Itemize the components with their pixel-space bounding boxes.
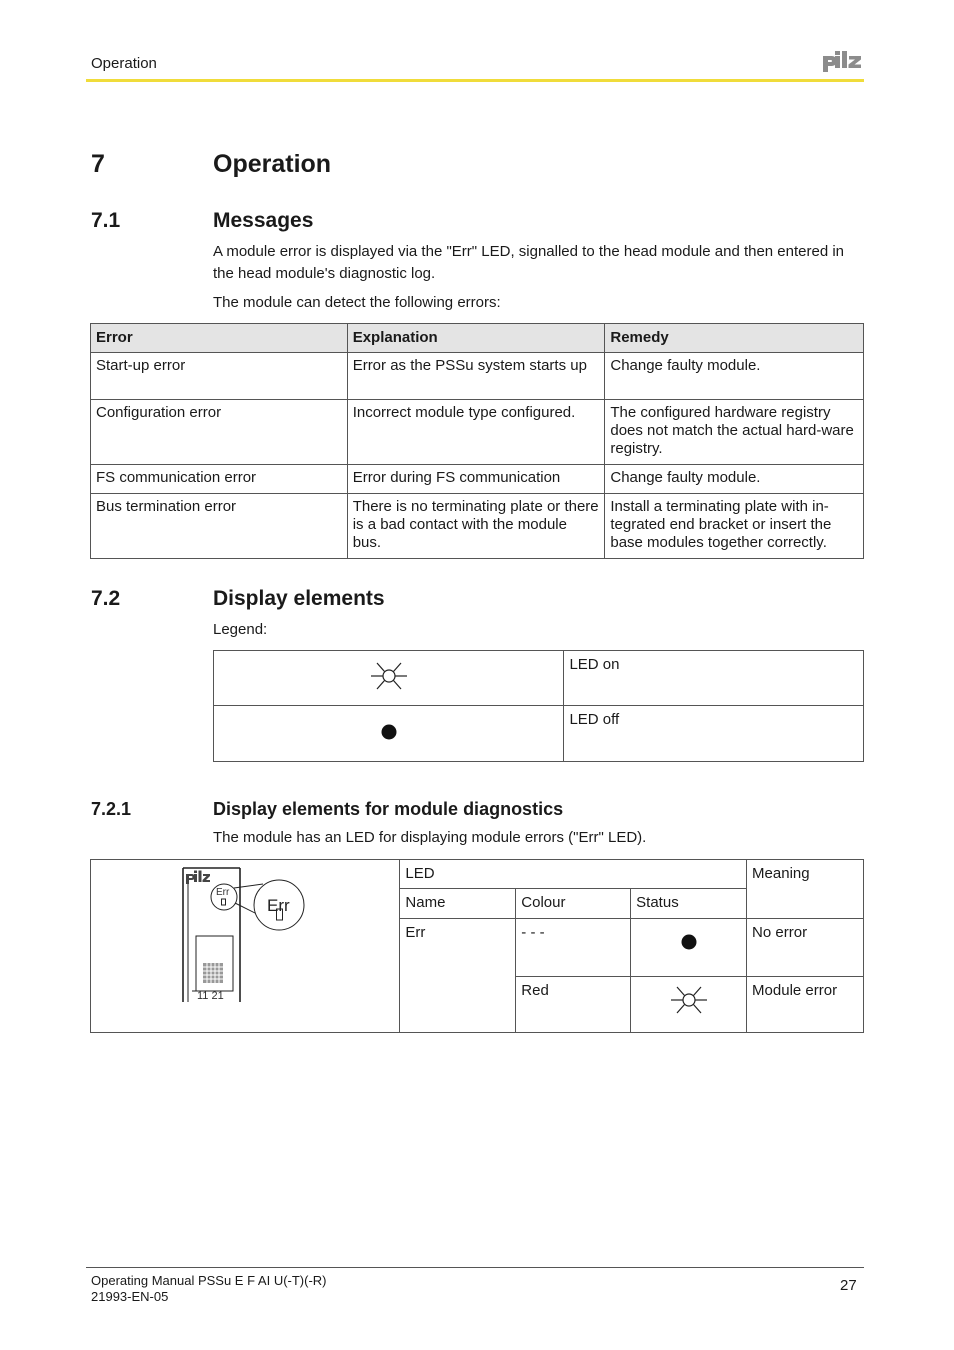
messages-paragraph: A module error is displayed via the "Err" LED, signalled to the head module and then entered in the head module's diagnostic log. [213,243,845,282]
table-row [91,494,864,559]
table-cell: Error as the PSSu system starts up [347,353,605,400]
led-header: LED [400,860,747,889]
status-header: Status [631,889,747,919]
section-7-1-title: Messages [213,209,314,232]
meaning-header: Meaning [747,860,864,919]
diagnostics-table [90,859,864,1033]
legend-label: Legend: [213,621,268,638]
table-cell: Error during FS communication [347,465,605,494]
led-name-cell: Err [400,919,516,1033]
column-header: Remedy [605,324,864,353]
big-err-label: Err [267,896,290,915]
table-cell: Incorrect module type configured. [347,400,605,465]
table-row [91,860,864,889]
legend-row [214,651,864,706]
pilz-logo [820,50,864,79]
legend-text: LED on [564,651,864,706]
section-7-2-title: Display elements [213,587,385,610]
status-cell [631,977,747,1033]
small-err-label: Err [216,887,230,898]
error-table [90,323,864,559]
legend-table [213,650,864,762]
terminal-label: 11 21 [197,990,224,1002]
chapter-number: 7 [91,150,105,178]
status-cell [631,919,747,977]
page-number: 27 [840,1277,857,1294]
column-header: Error [91,324,348,353]
footer-doc-info [91,1273,327,1305]
table-cell: Start-up error [91,353,348,400]
table-cell: FS communication error [91,465,348,494]
table-cell: Change faulty module. [605,465,864,494]
table-row [91,400,864,465]
chapter-title: Operation [213,150,332,178]
legend-row [214,706,864,762]
colour-header: Colour [516,889,631,919]
legend-symbol-cell [214,651,564,706]
module-figure-cell [91,860,400,1033]
meaning-cell: Module error [747,977,864,1033]
legend-text: LED off [564,706,864,762]
table-cell: Install a terminating plate with in-tegrated end bracket or insert the base modules together correctly. [605,494,864,559]
table-cell: The configured hardware registry does not match the actual hard-ware registry. [605,400,864,465]
colour-cell: Red [516,977,631,1033]
table-cell: Bus termination error [91,494,348,559]
led-on-icon [669,983,709,1017]
section-7-2-number: 7.2 [91,587,121,610]
footer-doc-number: 21993-EN-05 [91,1289,169,1304]
led-off-icon [679,932,699,952]
colour-cell: - - - [516,919,631,977]
footer-manual-title: Operating Manual PSSu E F AI U(-T)(-R) [91,1273,327,1288]
column-header: Explanation [347,324,605,353]
section-7-1-number: 7.1 [91,209,121,232]
errors-intro: The module can detect the following errors: [213,294,501,311]
led-off-icon [379,722,399,742]
table-cell: There is no terminating plate or there is a bad contact with the module bus. [347,494,605,559]
section-7-2-1-title: Display elements for module diagnostics [213,799,564,819]
footer-rule [86,1267,864,1268]
table-row [91,465,864,494]
table-cell: Change faulty module. [605,353,864,400]
header-section-title: Operation [91,55,157,72]
header-rule [86,79,864,82]
table-row [91,353,864,400]
meaning-cell: No error [747,919,864,977]
table-cell: Configuration error [91,400,348,465]
error-table-header [91,324,864,353]
section-7-2-1-number: 7.2.1 [91,799,132,819]
legend-symbol-cell [214,706,564,762]
module-diagram [181,864,341,1014]
led-on-icon [369,659,409,693]
name-header: Name [400,889,516,919]
diagnostics-paragraph: The module has an LED for displaying module errors ("Err" LED). [213,829,647,846]
